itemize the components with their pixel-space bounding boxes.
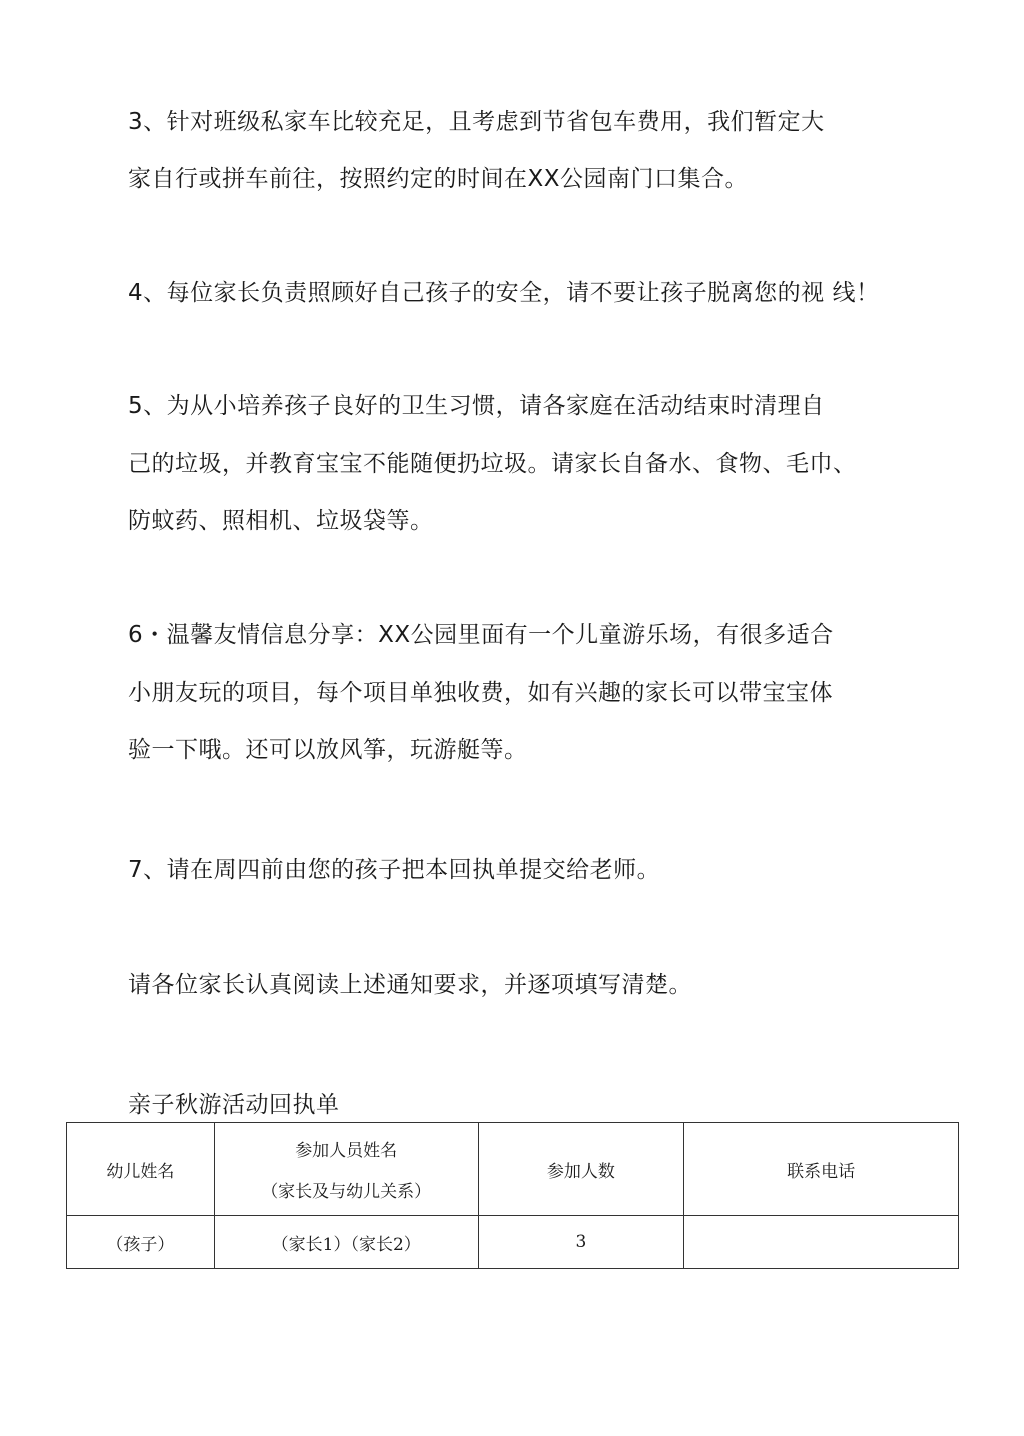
item-6-line-3: 验一下哦。还可以放风筝，玩游艇等。	[128, 737, 528, 763]
header-participants-note: （家长及与幼儿关系）	[261, 1182, 432, 1202]
item-5-line-3: 防蚊药、照相机、垃圾袋等。	[128, 508, 434, 534]
header-child-name: 幼儿姓名	[67, 1123, 215, 1216]
receipt-header-row	[67, 1123, 959, 1216]
header-participants	[214, 1123, 478, 1216]
cell-participants[interactable]: （家长1）（家长2）	[214, 1216, 478, 1269]
item-3-line-2: 家自行或拼车前往，按照约定的时间在XX公园南门口集合。	[128, 166, 749, 192]
item-5-line-2: 己的垃圾，并教育宝宝不能随便扔垃圾。请家长自备水、食物、毛巾、	[128, 451, 857, 477]
item-7-line-1: 7、请在周四前由您的孩子把本回执单提交给老师。	[128, 857, 661, 883]
item-6-line-2: 小朋友玩的项目，每个项目单独收费，如有兴趣的家长可以带宝宝体	[128, 680, 833, 706]
item-4-line-1: 4、每位家长负责照顾好自己孩子的安全，请不要让孩子脱离您的视 线！	[128, 280, 880, 306]
receipt-table	[66, 1122, 959, 1269]
header-phone: 联系电话	[684, 1123, 959, 1216]
cell-count[interactable]: 3	[478, 1216, 684, 1269]
receipt-title: 亲子秋游活动回执单	[128, 1092, 340, 1118]
item-6-line-1: 6・温馨友情信息分享：XX公园里面有一个儿童游乐场，有很多适合	[128, 622, 834, 648]
item-5-line-1: 5、为从小培养孩子良好的卫生习惯，请各家庭在活动结束时清理自	[128, 393, 825, 419]
item-3-line-1: 3、针对班级私家车比较充足，且考虑到节省包车费用，我们暂定大	[128, 109, 825, 135]
header-count: 参加人数	[478, 1123, 684, 1216]
cell-phone[interactable]	[684, 1216, 959, 1269]
cell-child-name[interactable]: （孩子）	[67, 1216, 215, 1269]
closing-line: 请各位家长认真阅读上述通知要求，并逐项填写清楚。	[128, 972, 692, 998]
header-participants-label: 参加人员姓名	[295, 1141, 398, 1161]
table-row	[67, 1216, 959, 1269]
